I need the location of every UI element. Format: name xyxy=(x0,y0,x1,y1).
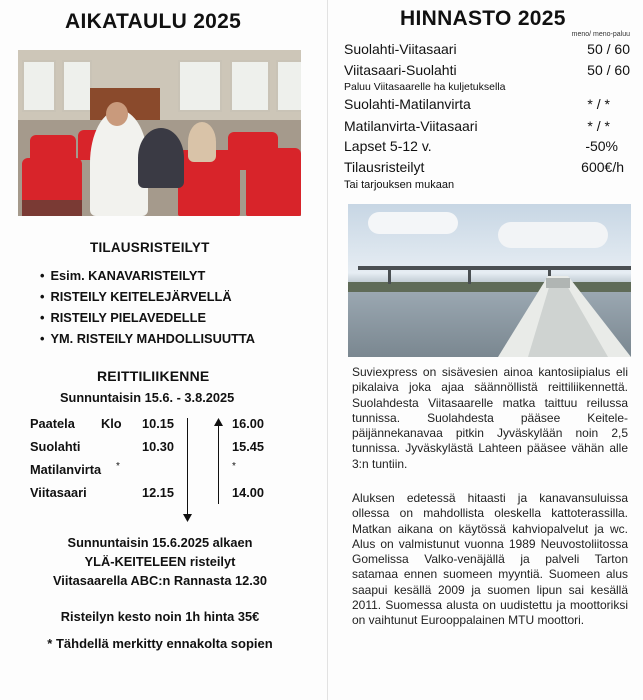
upper-cruise-line2: YLÄ-KEITELEEN risteilyt xyxy=(84,554,236,569)
price-panel xyxy=(338,0,638,700)
down-arrow-icon xyxy=(183,514,192,522)
price-row xyxy=(344,138,630,158)
column-note: meno/ meno-paluu xyxy=(571,31,630,38)
price-row xyxy=(344,96,630,116)
upper-cruise-line3: Viitasaarella ABC:n Rannasta 12.30 xyxy=(52,573,268,588)
price-row xyxy=(344,41,630,61)
price-value: 600€/h xyxy=(581,159,624,175)
price-route: Viitasaari-Suolahti xyxy=(344,62,457,78)
stop-back-time: 16.00 xyxy=(232,416,265,431)
offer-note: Tai tarjouksen mukaan xyxy=(344,179,455,191)
up-arrow-line xyxy=(218,424,219,504)
cabin-photo xyxy=(18,50,301,216)
charter-item: • Esim. KANAVARISTEILYT xyxy=(40,265,255,286)
footnote: * Tähdellä merkitty ennakolta sopien xyxy=(47,636,273,651)
klo-label: Klo xyxy=(101,416,122,431)
stop-out-time: * xyxy=(116,461,120,472)
cruise-info: Risteilyn kesto noin 1h hinta 35€ xyxy=(60,609,260,624)
price-row xyxy=(344,118,630,138)
description-paragraph-1: Suviexpress on sisävesien ainoa kantosiipialus eli pikalaiva joka ajaa säännöllistä reittiliikennettä. Suolahdesta Viitasaarelle matka taittuu reilussa tunnissa. Suolahdesta pääsee Keitele-päijännekanavaa pitkin Jyväskylään noin 2,5 tunnissa. Jyväskylästä Lahteen pääsee vähän alle 3:n tuntiin. xyxy=(352,365,628,471)
route-dates: Sunnuntaisin 15.6. - 3.8.2025 xyxy=(60,390,235,405)
stop-name: Paatela xyxy=(30,416,75,431)
price-route: Suolahti-Viitasaari xyxy=(344,41,457,57)
stop-out-time: 10.15 xyxy=(142,416,175,431)
boat-photo xyxy=(348,204,631,357)
price-value: * / * xyxy=(587,96,610,112)
stop-back-time: 15.45 xyxy=(232,439,265,454)
price-row xyxy=(344,159,630,179)
price-row xyxy=(344,62,630,82)
price-route: Lapset 5-12 v. xyxy=(344,138,432,154)
description-paragraph-2: Aluksen edetessä hitaasti ja kanavansuluissa ollessa on mahdollista oleskella kattoterassilla. Matkan aikana on käytössä kahviopalvelut ja wc. Alus on valmistunut vuonna 1989 Neuvostoliitossa Gomelissa Valko-venäjällä ja palveli Tarton satamaa ennen suomeen myyntiä. Suomeen alus saapui kesällä 2009 ja suomen lipun sai kesällä 2011. Suomessa alusta on uudistettu ja moottoriksi on vaihtunut Eurooppalainen MTU moottori. xyxy=(352,491,628,628)
charter-item: • YM. RISTEILY MAHDOLLISUUTTA xyxy=(40,328,255,349)
stop-out-time: 12.15 xyxy=(142,485,175,500)
schedule-panel xyxy=(0,0,320,700)
charter-list xyxy=(40,265,255,349)
page-fold xyxy=(327,0,328,700)
stop-name: Suolahti xyxy=(30,439,81,454)
price-value: 50 / 60 xyxy=(587,41,630,57)
boat-deck-icon xyxy=(488,276,631,357)
down-arrow-line xyxy=(187,418,188,518)
route-title: REITTILIIKENNE xyxy=(97,368,210,384)
stop-name: Matilanvirta xyxy=(30,462,102,477)
price-value: -50% xyxy=(585,138,618,154)
up-arrow-icon xyxy=(214,418,223,426)
price-title: HINNASTO 2025 xyxy=(400,7,566,30)
stop-name: Viitasaari xyxy=(30,485,87,500)
upper-cruise-line1: Sunnuntaisin 15.6.2025 alkaen xyxy=(67,535,253,550)
return-note: Paluu Viitasaarelle ha kuljetuksella xyxy=(344,81,506,93)
charter-title: TILAUSRISTEILYT xyxy=(90,240,210,255)
stop-back-time: * xyxy=(232,461,236,472)
stop-out-time: 10.30 xyxy=(142,439,175,454)
price-value: 50 / 60 xyxy=(587,62,630,78)
schedule-title: AIKATAULU 2025 xyxy=(65,10,242,33)
price-route: Suolahti-Matilanvirta xyxy=(344,96,471,112)
charter-item: • RISTEILY PIELAVEDELLE xyxy=(40,307,255,328)
price-route: Matilanvirta-Viitasaari xyxy=(344,118,478,134)
charter-item: • RISTEILY KEITELEJÄRVELLÄ xyxy=(40,286,255,307)
stop-back-time: 14.00 xyxy=(232,485,265,500)
price-value: * / * xyxy=(587,118,610,134)
price-route: Tilausristeilyt xyxy=(344,159,425,175)
